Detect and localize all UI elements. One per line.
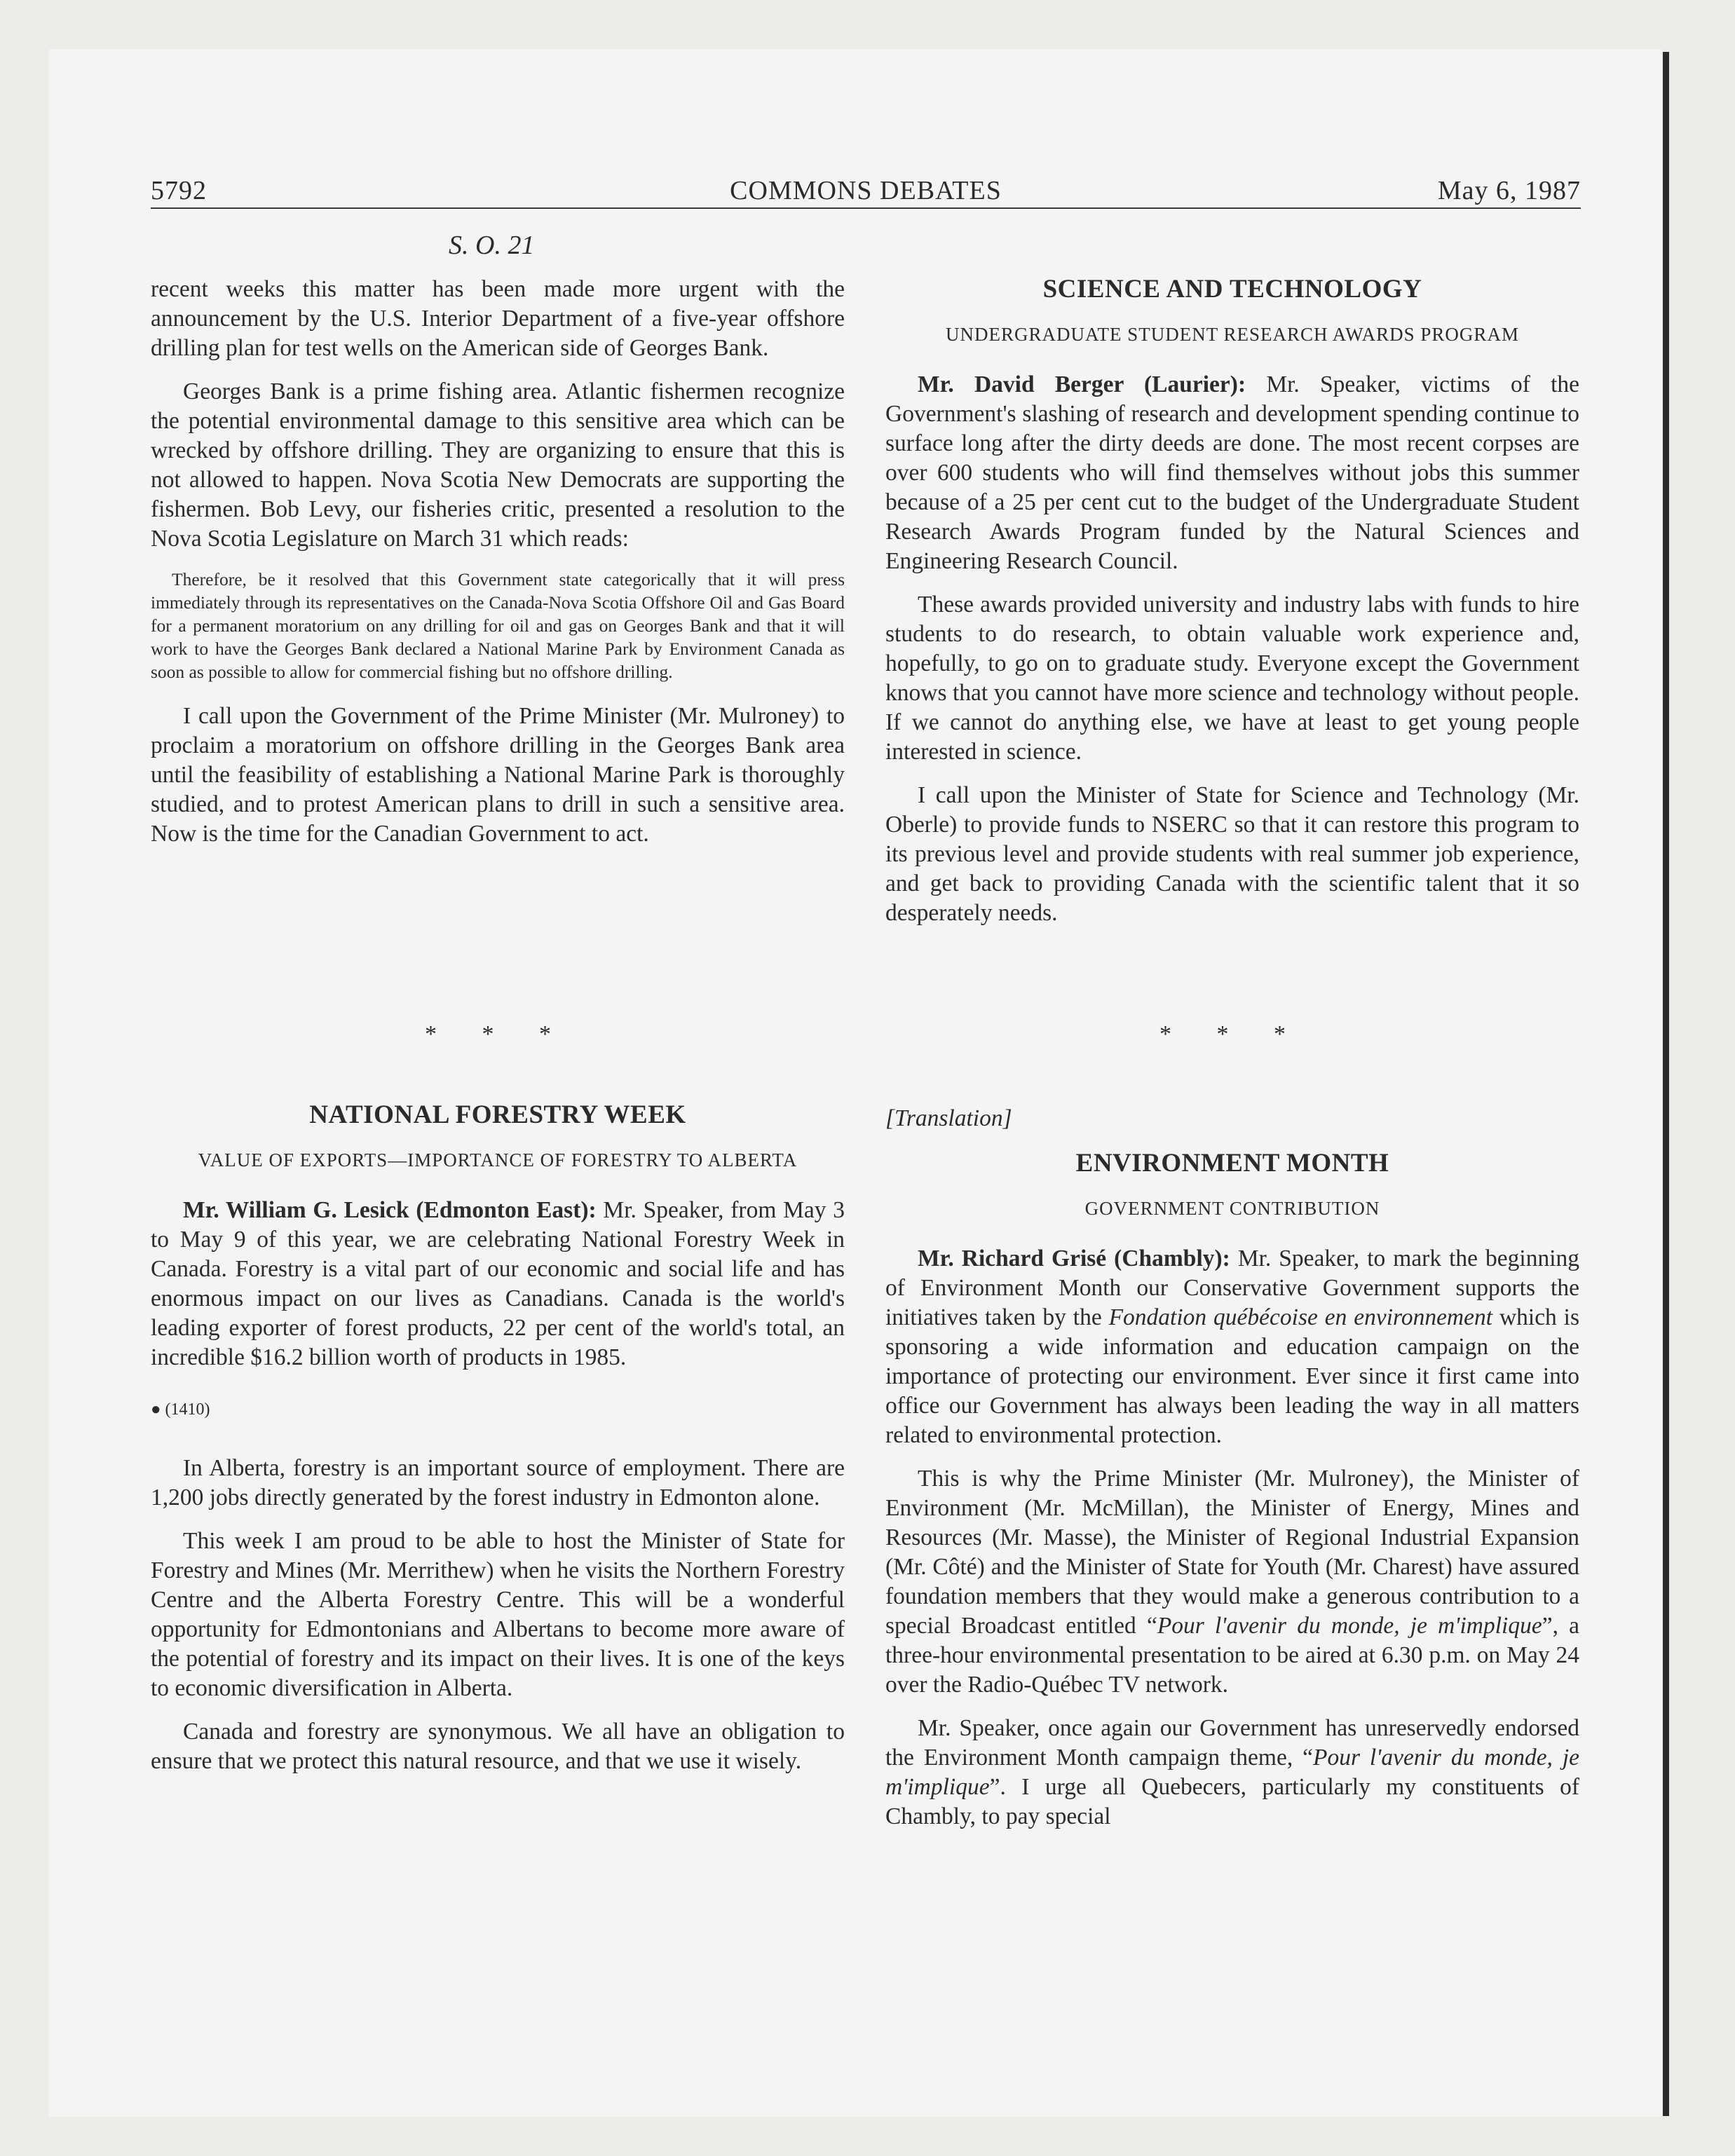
paragraph: I call upon the Minister of State for Science and Technology (Mr. Oberle) to provide funds to NSERC so that it can restore this program to its previous level and provide students with real summer job experience, and get back to providing Canada with the scientific talent that it so desperately needs. [885,782,1579,926]
section-subtitle-forestry: VALUE OF EXPORTS—IMPORTANCE OF FORESTRY TO ALBERTA [198,1149,798,1171]
speech-text: ”. I urge all Quebecers, particularly my constituents of Chambly, to pay special [885,1774,1579,1829]
paragraph: Georges Bank is a prime fishing area. Atlantic fishermen recognize the potential environmental damage to this sensitive area which can be wrecked by offshore drilling. They are organizing to ensure that this is not allowed to happen. Nova Scotia New Democrats are supporting the fishermen. Bob Levy, our fisheries critic, presented a resolution to the Nova Scotia Legislature on March 31 which reads: [151,378,845,552]
paragraph: These awards provided university and industry labs with funds to hire students to do research, to obtain valuable work experience and, hopefully, to go on to graduate study. Everyone except the Government knows that you cannot have more science and technology without people. If we cannot do anything else, we have at least to get young people interested in science. [885,592,1579,765]
speaker-name: Mr. Richard Grisé (Chambly): [918,1246,1230,1271]
speech-paragraph [151,1196,845,1372]
section-separator: * * * [1159,1021,1305,1047]
section-title-environment: ENVIRONMENT MONTH [1075,1149,1389,1178]
left-column-top [151,275,845,863]
left-column-forestry [151,1100,845,1790]
paragraph: Canada and forestry are synonymous. We all have an obligation to ensure that we protect this natural resource, and that we use it wisely. [151,1719,845,1774]
section-subtitle-environment: GOVERNMENT CONTRIBUTION [1084,1198,1380,1219]
paragraph: I call upon the Government of the Prime Minister (Mr. Mulroney) to proclaim a moratorium on offshore drilling in the Georges Bank area until the feasibility of establishing a National Marine Park is thoroughly studied, and to protest American plans to drill in such a sensitive area. Now is the time for the Canadian Government to act. [151,703,845,847]
speech-text: Mr. Speaker, from May 3 to May 9 of this year, we are celebrating National Forestry Week in Canada. Forestry is a vital part of our economic and social life and has enormous impact on our lives as Canadians. Canada is the world's leading exporter of forest products, 22 per cent of the world's total, an incredible $16.2 billion worth of products in 1985. [151,1197,845,1370]
foundation-name: Fondation québécoise en environnement [1108,1304,1493,1330]
time-marker: ● (1410) [151,1400,210,1419]
publication-title: COMMONS DEBATES [730,176,1002,205]
right-column-top [885,275,1579,942]
resolution-quote: Therefore, be it resolved that this Government state categorically that it will press immediately through its representatives on the Canada-Nova Scotia Offshore Oil and Gas Board for a permanent moratorium on any drilling for oil and gas on Georges Bank and that it will work to have the Georges Bank declared a National Marine Park by Environment Canada as soon as possible to allow for commercial fishing but no offshore drilling. [151,569,845,682]
paragraph: This week I am proud to be able to host the Minister of State for Forestry and Mines (Mr. Merrithew) when he visits the Northern Forestry Centre and the Alberta Forestry Centre. This will be a wonderful opportunity for Edmontonians and Albertans to become more aware of the potential of forestry and its impact on their lives. It is one of the keys to economic diversification in Alberta. [151,1528,845,1701]
standing-order-marker: S. O. 21 [449,231,535,260]
speech-paragraph [885,370,1579,576]
section-title-forestry: NATIONAL FORESTRY WEEK [309,1100,686,1129]
paragraph: recent weeks this matter has been made more urgent with the announcement by the U.S. Interior Department of a five-year offshore drilling plan for test wells on the American side of Georges Bank. [151,276,845,361]
section-title-science: SCIENCE AND TECHNOLOGY [1042,275,1422,303]
speech-paragraph [885,1244,1579,1450]
paragraph: In Alberta, forestry is an important source of employment. There are 1,200 jobs directly generated by the forest industry in Edmonton alone. [151,1455,845,1510]
page-number: 5792 [151,176,207,205]
publication-date: May 6, 1987 [1437,176,1581,205]
paragraph [885,1714,1579,1831]
running-header [151,175,1581,210]
speaker-name: Mr. David Berger (Laurier): [918,371,1246,397]
section-subtitle-science: UNDERGRADUATE STUDENT RESEARCH AWARDS PROGRAM [946,324,1519,345]
paragraph [885,1464,1579,1700]
speech-text: This is why the Prime Minister (Mr. Mulroney), the Minister of Environment (Mr. McMillan), the Minister of Energy, Mines and Resources (Mr. Masse), the Minister of Regional Industrial Expansion (Mr. Côté) and the Minister of State for Youth (Mr. Charest) have assured foundation members that they would make a generous contribution to a special Broadcast entitled “ [885,1466,1579,1639]
scan-binding-edge [1663,52,1669,2116]
campaign-theme: Pour l'avenir du monde, je m'implique [885,1745,1580,1800]
speech-text: Mr. Speaker, once again our Government has unreservedly endorsed the Environment Month campaign theme, “ [885,1715,1579,1770]
section-separator: * * * [425,1021,571,1047]
broadcast-title: Pour l'avenir du monde, je m'implique [1157,1613,1542,1639]
speaker-name: Mr. William G. Lesick (Edmonton East): [183,1197,597,1223]
header-rule [151,207,1581,209]
speech-text: Mr. Speaker, victims of the Government's slashing of research and development spending continue to surface long after the dirty deeds are done. The most recent corpses are over 600 students who will find themselves without jobs this summer because of a 25 per cent cut to the budget of the Undergraduate Student Research Awards Program funded by the Natural Sciences and Engineering Research Council. [885,371,1579,574]
speech-text: which is sponsoring a wide information and education campaign on the importance of protecting our environment. Ever since it first came into office our Government has always been leading the way in all matters related to environmental protection. [885,1304,1580,1448]
right-column-environment [885,1104,1579,1845]
speech-text: ”, a three-hour environmental presentation to be aired at 6.30 p.m. on May 24 over the Radio-Québec TV network. [885,1613,1580,1698]
speech-text: Mr. Speaker, to mark the beginning of Environment Month our Conservative Government supports the initiatives taken by the [885,1246,1579,1330]
translation-tag: [Translation] [885,1105,1012,1131]
